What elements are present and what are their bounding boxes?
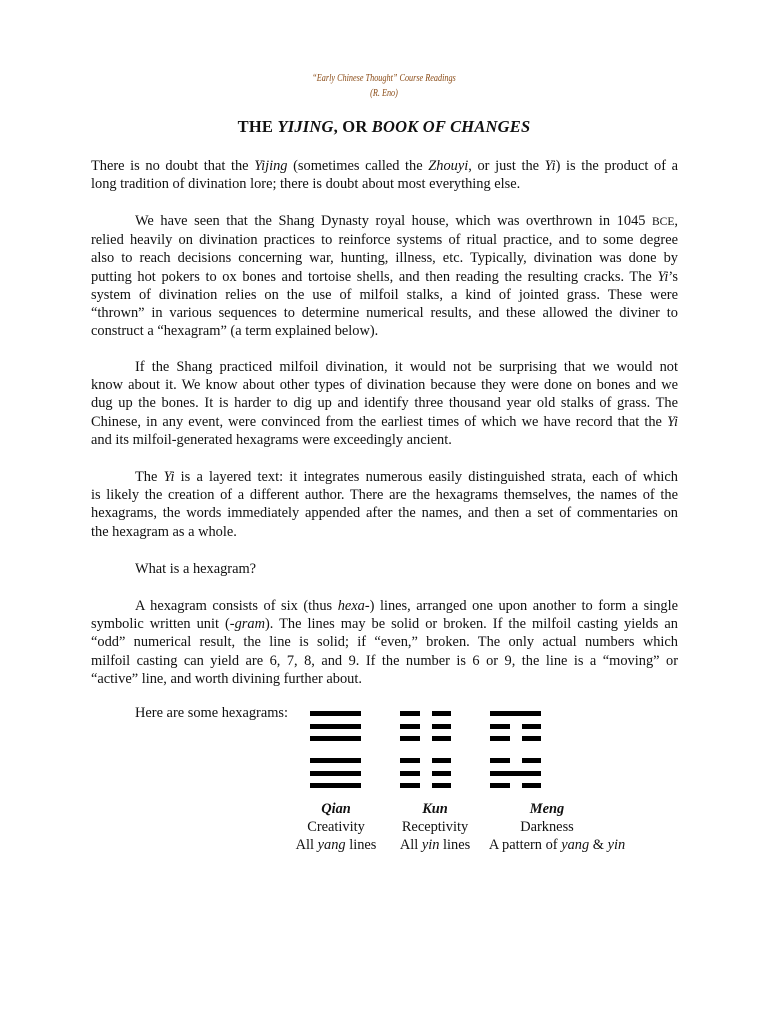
- hexagram-caption-qian: [286, 800, 386, 854]
- hexagram-name: Qian: [321, 801, 351, 817]
- text-line: relied heavily on divination practices to reinforce systems of ritual practice, and to some degree: [91, 232, 678, 249]
- broken-line-segment: [490, 724, 510, 729]
- text-line: dug up the bones. It is harder to dig up and identify three thousand year old stalks of grass. The: [91, 395, 678, 412]
- text-line: milfoil casting can yield are 6, 7, 8, and 9. If the number is 6 or 9, the line is a “moving” or: [91, 652, 678, 669]
- paragraph-4: [91, 468, 678, 541]
- text-line: hexagrams, the words immediately appended after the names, and then a set of commentaries on: [91, 505, 678, 522]
- text-line: system of divination relies on the use of milfoil stalks, a kind of jointed grass. These were: [91, 286, 678, 303]
- broken-line-segment: [400, 736, 420, 741]
- text-line: construct a “hexagram” (a term explained below).: [91, 323, 379, 340]
- broken-line-segment: [400, 771, 420, 776]
- hexagram-name: Meng: [529, 801, 565, 817]
- broken-line-segment: [432, 736, 452, 741]
- text-line: also to reach decisions concerning war, hunting, illness, etc. Typically, divination was done by: [91, 250, 678, 267]
- broken-line-segment: [432, 758, 452, 763]
- hexagram-meng-figure: [490, 711, 541, 779]
- solid-line: [310, 783, 361, 788]
- text-line: “active” line, and worth divining further about.: [91, 670, 362, 687]
- broken-line-segment: [522, 758, 542, 763]
- hexagram-meaning: Creativity: [307, 819, 365, 835]
- broken-line-segment: [490, 783, 510, 788]
- broken-line-segment: [490, 758, 510, 763]
- text-line: The Yi is a layered text: it integrates numerous easily distinguished strata, each of which: [135, 469, 678, 485]
- text-line: What is a hexagram?: [135, 561, 257, 577]
- text-line: and its milfoil-generated hexagrams were exceedingly ancient.: [91, 431, 452, 448]
- broken-line-segment: [432, 711, 452, 716]
- text-line: the hexagram as a whole.: [91, 523, 237, 540]
- hexagram-meaning: Darkness: [520, 819, 574, 835]
- text-line: Chinese, in any event, were convinced from the earliest times of which we have record that the Yi: [91, 413, 678, 430]
- paragraph-3: [91, 358, 678, 449]
- title-part: THE: [237, 117, 278, 136]
- solid-line: [310, 724, 361, 729]
- broken-line-segment: [400, 783, 420, 788]
- paragraph-5: [91, 560, 678, 578]
- solid-line: [490, 711, 541, 716]
- hexagram-description: All yang lines: [295, 837, 377, 853]
- broken-line-segment: [400, 724, 420, 729]
- broken-line-segment: [522, 736, 542, 741]
- text-line: “odd” numerical result, the line is solid; if “even,” broken. The only actual numbers which: [91, 634, 678, 651]
- broken-line-segment: [432, 771, 452, 776]
- hexagram-meaning: Receptivity: [401, 819, 469, 835]
- hexagram-name: Kun: [422, 801, 448, 817]
- hexagram-description: A pattern of yang & yin: [488, 837, 626, 853]
- broken-line-segment: [522, 724, 542, 729]
- course-header: [69, 71, 699, 101]
- course-title: “Early Chinese Thought” Course Readings: [312, 73, 456, 84]
- broken-line-segment: [432, 783, 452, 788]
- text-line: long tradition of divination lore; there is doubt about most everything else.: [91, 176, 521, 193]
- solid-line: [310, 771, 361, 776]
- title-part: YIJING: [277, 117, 334, 136]
- paragraph-2: [91, 212, 678, 340]
- text-line: putting hot pokers to ox bones and tortoise shells, and then reading the resulting cracks. The Yi’s: [91, 268, 678, 285]
- page-title: [0, 117, 768, 137]
- course-author: (R. Eno): [370, 88, 398, 99]
- hexagram-description: All yin lines: [399, 837, 471, 853]
- broken-line-segment: [522, 783, 542, 788]
- text-line: A hexagram consists of six (thus hexa-) lines, arranged one upon another to form a single: [135, 598, 679, 614]
- paragraph-1: [91, 157, 678, 193]
- solid-line: [490, 771, 541, 776]
- text-line: know about it. We know about other types of divination because they were done on bones and we: [91, 377, 678, 394]
- text-line: “thrown” in various sequences to determine numerical results, and these allowed the diviner to: [91, 305, 678, 322]
- broken-line-segment: [432, 724, 452, 729]
- solid-line: [310, 736, 361, 741]
- title-part: , OR: [333, 117, 372, 136]
- text-line: symbolic written unit (-gram). The lines may be solid or broken. If the milfoil casting yields an: [91, 616, 678, 633]
- paragraph-6: [91, 597, 678, 688]
- text-line: If the Shang practiced milfoil divination, it would not be surprising that we would not: [135, 359, 678, 375]
- solid-line: [310, 711, 361, 716]
- hexagram-caption-kun: [385, 800, 485, 854]
- text-line: is likely the creation of a different author. There are the hexagrams themselves, the names of the: [91, 487, 678, 504]
- hexagram-qian-figure: [310, 711, 361, 779]
- hexagram-caption-meng: [478, 800, 638, 854]
- hexagram-intro: Here are some hexagrams:: [135, 705, 289, 721]
- solid-line: [310, 758, 361, 763]
- broken-line-segment: [400, 711, 420, 716]
- text-line: There is no doubt that the Yijing (sometimes called the Zhouyi, or just the Yi) is the product of a: [91, 158, 678, 174]
- text-line: We have seen that the Shang Dynasty royal house, which was overthrown in 1045 BCE,: [135, 213, 678, 229]
- title-part: BOOK OF CHANGES: [371, 117, 531, 136]
- hexagram-kun-figure: [400, 711, 451, 779]
- broken-line-segment: [490, 736, 510, 741]
- broken-line-segment: [400, 758, 420, 763]
